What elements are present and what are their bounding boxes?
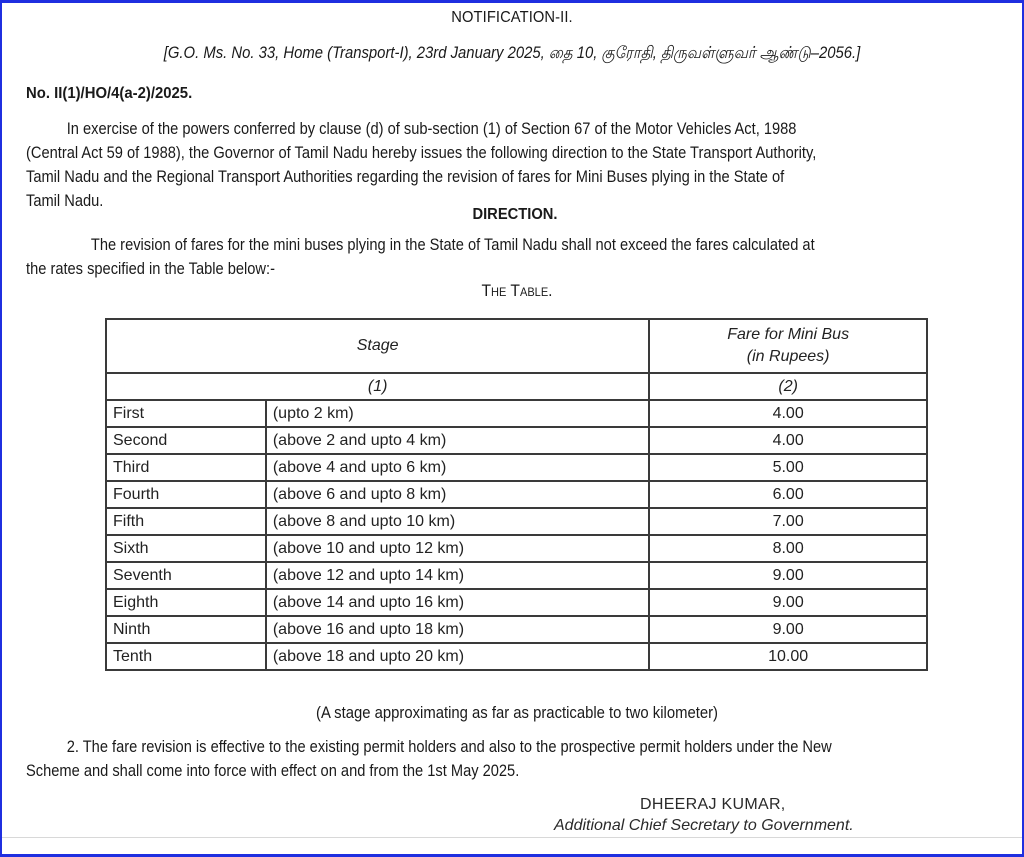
cell-stage-name: Eighth	[106, 589, 266, 616]
preamble-line: Tamil Nadu and the Regional Transport Authorities regarding the revision of fares for Mini Buses plying in the State of	[26, 168, 785, 186]
header-stage: Stage	[106, 319, 649, 373]
preamble-paragraph	[26, 117, 1003, 213]
table-caption: The Table.	[481, 281, 553, 300]
header-fare-line1: Fare for Mini Bus	[727, 326, 850, 343]
direction-paragraph	[26, 233, 1003, 281]
cell-stage-name: Sixth	[106, 535, 266, 562]
signatory-name: DHEERAJ KUMAR,	[640, 796, 786, 813]
clause-2-line: 2. The fare revision is effective to the existing permit holders and also to the prospective permit holders under the New	[26, 738, 832, 756]
cell-fare: 7.00	[649, 508, 927, 535]
cell-stage-range: (above 10 and upto 12 km)	[266, 535, 649, 562]
preamble-line: In exercise of the powers conferred by clause (d) of sub-section (1) of Section 67 of the Motor Vehicles Act, 1988	[26, 120, 797, 138]
cell-fare: 9.00	[649, 562, 927, 589]
cell-stage-name: Seventh	[106, 562, 266, 589]
table-row	[106, 400, 927, 427]
cell-stage-range: (above 4 and upto 6 km)	[266, 454, 649, 481]
cell-fare: 9.00	[649, 616, 927, 643]
cell-stage-range: (above 6 and upto 8 km)	[266, 481, 649, 508]
header-fare-line2: (in Rupees)	[746, 348, 830, 365]
cell-stage-name: Tenth	[106, 643, 266, 670]
cell-stage-range: (above 12 and upto 14 km)	[266, 562, 649, 589]
cell-stage-range: (above 8 and upto 10 km)	[266, 508, 649, 535]
table-row	[106, 535, 927, 562]
preamble-line: (Central Act 59 of 1988), the Governor of Tamil Nadu hereby issues the following direction to the State Transport Authority,	[26, 144, 817, 162]
cell-stage-range: (above 16 and upto 18 km)	[266, 616, 649, 643]
direction-line: the rates specified in the Table below:-	[26, 260, 275, 278]
preamble-line: Tamil Nadu.	[26, 192, 104, 210]
table-row	[106, 508, 927, 535]
clause-2-paragraph	[26, 735, 1003, 783]
fare-table	[105, 318, 928, 671]
cell-stage-name: Second	[106, 427, 266, 454]
table-row	[106, 562, 927, 589]
cell-stage-range: (above 2 and upto 4 km)	[266, 427, 649, 454]
fare-table-body	[106, 400, 927, 670]
cell-fare: 4.00	[649, 427, 927, 454]
column-number-1: (1)	[106, 373, 649, 400]
order-number: No. II(1)/HO/4(a-2)/2025.	[26, 85, 193, 102]
cell-stage-name: Third	[106, 454, 266, 481]
table-row	[106, 481, 927, 508]
column-number-2: (2)	[649, 373, 927, 400]
direction-heading: DIRECTION.	[472, 206, 558, 223]
cell-fare: 5.00	[649, 454, 927, 481]
table-header-row	[106, 319, 927, 373]
table-footnote: (A stage approximating as far as practicable to two kilometer)	[316, 704, 718, 722]
table-row	[106, 616, 927, 643]
direction-line: The revision of fares for the mini buses plying in the State of Tamil Nadu shall not exceed the fares calculated at	[26, 236, 815, 254]
cell-fare: 8.00	[649, 535, 927, 562]
table-row	[106, 454, 927, 481]
cell-fare: 9.00	[649, 589, 927, 616]
page-bottom-divider	[2, 837, 1022, 838]
table-row	[106, 589, 927, 616]
cell-stage-range: (upto 2 km)	[266, 400, 649, 427]
notification-title: NOTIFICATION-II.	[451, 9, 573, 26]
cell-stage-name: Fifth	[106, 508, 266, 535]
table-row	[106, 427, 927, 454]
column-number-row	[106, 373, 927, 400]
cell-stage-name: First	[106, 400, 266, 427]
signatory-designation: Additional Chief Secretary to Government.	[554, 817, 854, 834]
cell-stage-name: Ninth	[106, 616, 266, 643]
cell-fare: 4.00	[649, 400, 927, 427]
cell-stage-range: (above 18 and upto 20 km)	[266, 643, 649, 670]
cell-stage-range: (above 14 and upto 16 km)	[266, 589, 649, 616]
cell-fare: 10.00	[649, 643, 927, 670]
cell-fare: 6.00	[649, 481, 927, 508]
clause-2-line: Scheme and shall come into force with effect on and from the 1st May 2025.	[26, 762, 520, 780]
cell-stage-name: Fourth	[106, 481, 266, 508]
table-row	[106, 643, 927, 670]
header-fare	[649, 319, 927, 373]
go-reference: [G.O. Ms. No. 33, Home (Transport-I), 23rd January 2025, தை 10, குரோதி, திருவள்ளுவர் ஆண்டு–2056.]	[163, 44, 861, 62]
